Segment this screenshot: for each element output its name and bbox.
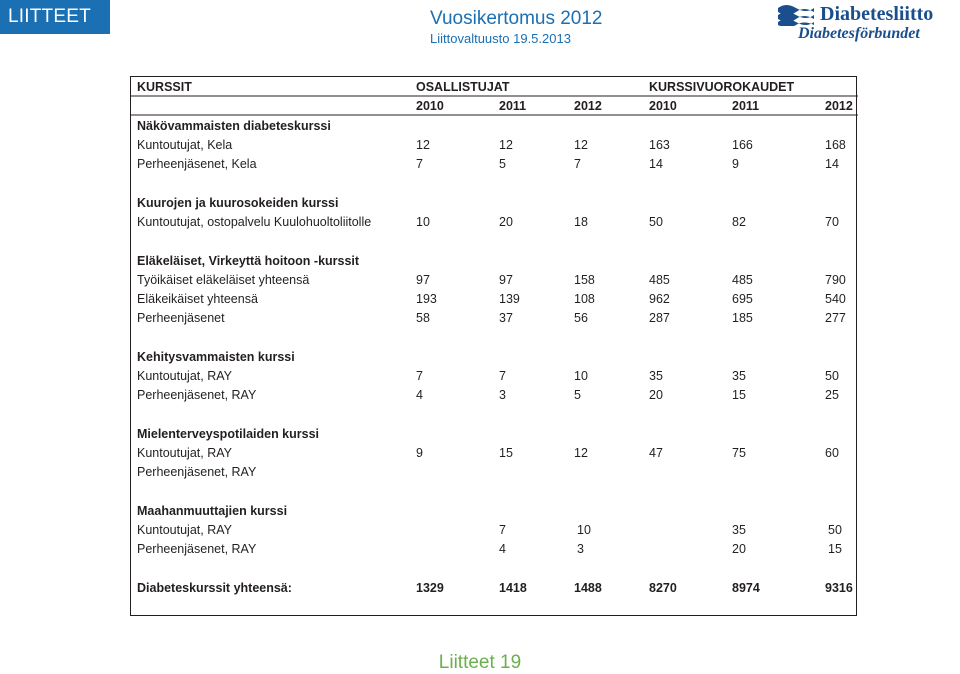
report-header	[430, 8, 670, 48]
row-value: 20	[732, 542, 746, 556]
row-value: 25	[825, 388, 839, 402]
section-label: LIITTEET	[0, 0, 110, 34]
section-title: Maahanmuuttajien kurssi	[137, 504, 288, 518]
year-header: 2011	[732, 99, 760, 113]
row-value: 35	[732, 369, 746, 383]
year-header: 2012	[825, 99, 853, 113]
row-value: 15	[828, 542, 842, 556]
section-title: Kuurojen ja kuurosokeiden kurssi	[137, 196, 339, 210]
row-value: 9	[416, 446, 423, 460]
row-value: 193	[416, 292, 437, 306]
row-value: 287	[649, 311, 670, 325]
year-header: 2011	[499, 99, 527, 113]
row-value: 277	[825, 311, 846, 325]
row-value: 82	[732, 215, 746, 229]
page-footer: Liitteet 19	[438, 652, 522, 673]
row-value: 50	[825, 369, 839, 383]
row-value: 158	[574, 273, 595, 287]
total-value: 8270	[649, 581, 677, 595]
section-title: Eläkeläiset, Virkeyttä hoitoon -kurssit	[137, 254, 360, 268]
report-title: Vuosikertomus 2012	[430, 8, 603, 29]
row-value: 695	[732, 292, 753, 306]
row-value: 12	[574, 446, 588, 460]
row-value: 7	[499, 369, 506, 383]
year-header: 2010	[416, 99, 444, 113]
row-value: 163	[649, 138, 670, 152]
row-value: 962	[649, 292, 670, 306]
row-label: Perheenjäsenet, RAY	[137, 465, 257, 479]
row-value: 35	[649, 369, 663, 383]
row-label: Työikäiset eläkeläiset yhteensä	[137, 273, 310, 287]
row-value: 70	[825, 215, 839, 229]
row-value: 75	[732, 446, 746, 460]
section-title: Näkövammaisten diabeteskurssi	[137, 119, 331, 133]
row-label: Perheenjäsenet, RAY	[137, 388, 257, 402]
total-value: 8974	[732, 581, 760, 595]
row-label: Kuntoutujat, RAY	[137, 446, 232, 460]
row-label: Kuntoutujat, RAY	[137, 523, 232, 537]
row-value: 485	[649, 273, 670, 287]
section-title: Kehitysvammaisten kurssi	[137, 350, 295, 364]
row-value: 12	[499, 138, 513, 152]
courses-table	[130, 76, 857, 616]
row-label: Kuntoutujat, RAY	[137, 369, 232, 383]
row-value: 97	[416, 273, 430, 287]
row-value: 5	[499, 157, 506, 171]
row-label: Kuntoutujat, Kela	[137, 138, 233, 152]
row-value: 4	[416, 388, 423, 402]
row-value: 485	[732, 273, 753, 287]
row-value: 3	[499, 388, 506, 402]
row-value: 9	[732, 157, 739, 171]
row-value: 12	[416, 138, 430, 152]
row-value: 139	[499, 292, 520, 306]
row-value: 35	[732, 523, 746, 537]
row-value: 185	[732, 311, 753, 325]
row-value: 168	[825, 138, 846, 152]
row-value: 10	[574, 369, 588, 383]
row-label: Perheenjäsenet, RAY	[137, 542, 257, 556]
logo-waves-icon	[776, 2, 816, 26]
row-label: Perheenjäsenet	[137, 311, 225, 325]
row-value: 10	[416, 215, 430, 229]
row-value: 50	[828, 523, 842, 537]
row-value: 10	[577, 523, 591, 537]
row-label: Perheenjäsenet, Kela	[137, 157, 257, 171]
row-value: 7	[574, 157, 581, 171]
row-value: 60	[825, 446, 839, 460]
total-value: 1329	[416, 581, 444, 595]
header-course-days: KURSSIVUOROKAUDET	[649, 80, 795, 94]
row-value: 12	[574, 138, 588, 152]
year-header: 2010	[649, 99, 677, 113]
row-value: 18	[574, 215, 588, 229]
total-value: 9316	[825, 581, 853, 595]
row-value: 58	[416, 311, 430, 325]
header-courses: KURSSIT	[137, 80, 192, 94]
row-value: 7	[499, 523, 506, 537]
total-value: 1418	[499, 581, 527, 595]
row-label: Kuntoutujat, ostopalvelu Kuulohuoltoliitolle	[137, 215, 372, 229]
row-value: 790	[825, 273, 846, 287]
logo-swedish-name: Diabetesförbundet	[798, 25, 920, 42]
row-value: 14	[649, 157, 663, 171]
row-value: 108	[574, 292, 595, 306]
row-value: 97	[499, 273, 513, 287]
row-value: 4	[499, 542, 506, 556]
year-header: 2012	[574, 99, 602, 113]
row-value: 7	[416, 369, 423, 383]
header-participants: OSALLISTUJAT	[416, 80, 510, 94]
row-value: 15	[732, 388, 746, 402]
row-value: 166	[732, 138, 753, 152]
row-value: 20	[649, 388, 663, 402]
row-value: 37	[499, 311, 513, 325]
row-label: Eläkeikäiset yhteensä	[137, 292, 258, 306]
row-value: 5	[574, 388, 581, 402]
row-value: 47	[649, 446, 663, 460]
row-value: 14	[825, 157, 839, 171]
row-value: 20	[499, 215, 513, 229]
section-title: Mielenterveyspotilaiden kurssi	[137, 427, 320, 441]
diabetesliitto-logo	[776, 2, 958, 46]
row-value: 7	[416, 157, 423, 171]
total-label: Diabeteskurssit yhteensä:	[137, 581, 292, 595]
logo-name: Diabetesliitto	[820, 3, 934, 25]
report-subtitle: Liittovaltuusto 19.5.2013	[430, 31, 571, 46]
row-value: 3	[577, 542, 584, 556]
row-value: 56	[574, 311, 588, 325]
row-value: 50	[649, 215, 663, 229]
total-value: 1488	[574, 581, 602, 595]
row-value: 15	[499, 446, 513, 460]
row-value: 540	[825, 292, 846, 306]
